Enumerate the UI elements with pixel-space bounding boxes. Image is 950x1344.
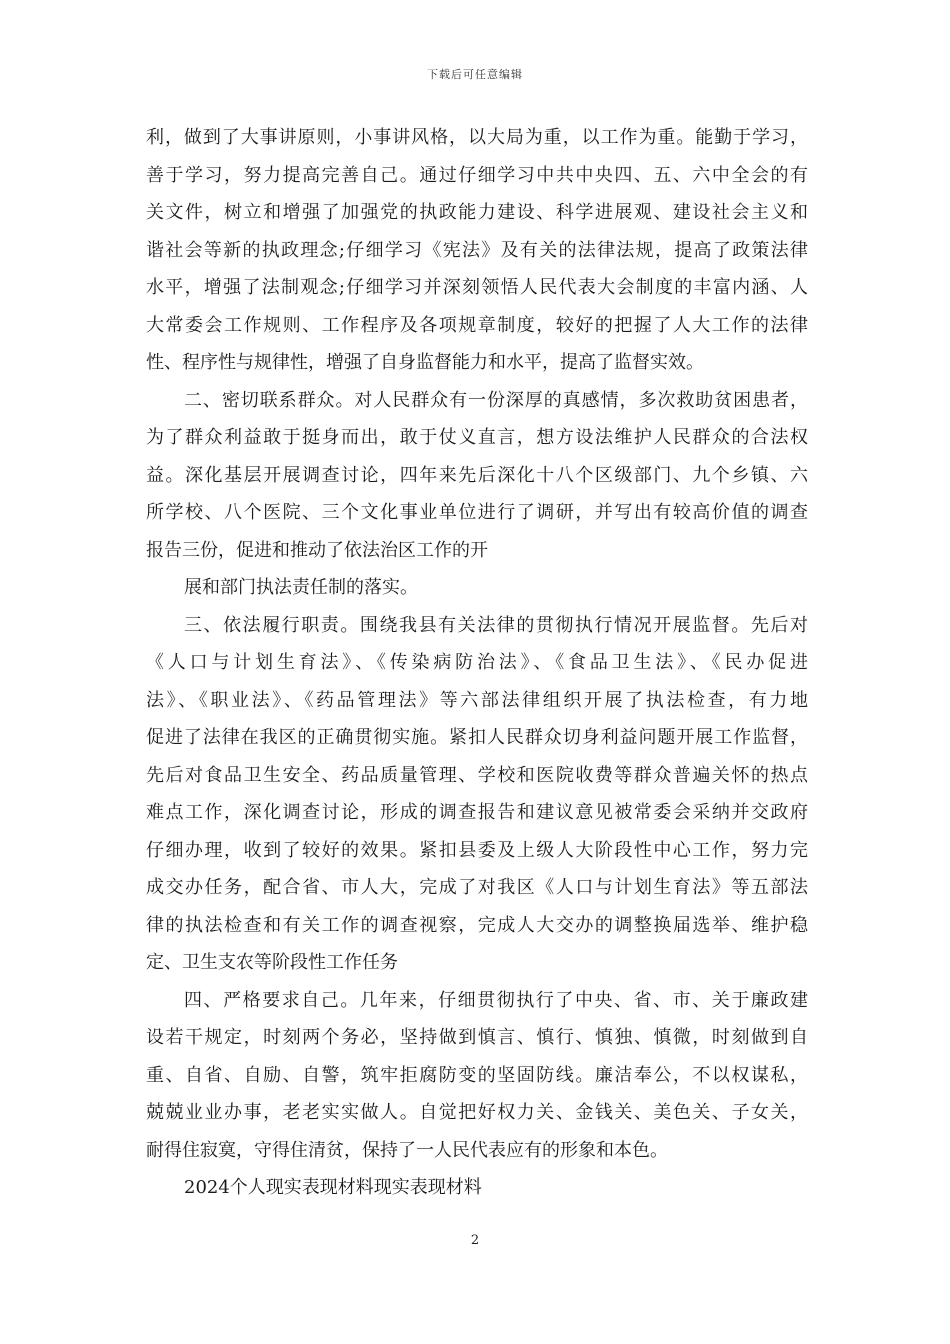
text-line: 难点工作，深化调查讨论，形成的调查报告和建议意见被常委会采纳并交政府	[146, 802, 808, 823]
text-line: 三、依法履行职责。围绕我县有关法律的贯彻执行情况开展监督。先后对	[184, 614, 808, 636]
text-line: 四、严格要求自己。几年来，仔细贯彻执行了中央、省、市、关于廉政建	[184, 989, 808, 1011]
text-line: 法》、《职业法》、《药品管理法》等六部法律组织开展了执法检查，有力地	[146, 689, 808, 711]
text-line: 利，做到了大事讲原则，小事讲风格，以大局为重，以工作为重。能勤于学习，	[146, 127, 808, 148]
text-line: 促进了法律在我区的正确贯彻实施。紧扣人民群众切身利益问题开展工作监督，	[146, 727, 808, 748]
text-line: 展和部门执法责任制的落实。	[184, 577, 418, 598]
text-line: 先后对食品卫生安全、药品质量管理、学校和医院收费等群众普遍关怀的热点	[146, 764, 808, 786]
text-line: 定、卫生支农等阶段性工作任务	[146, 952, 398, 973]
text-line: 《人口与计划生育法》、《传染病防治法》、《食品卫生法》、《民办促进	[146, 652, 808, 673]
text-line: 关文件，树立和增强了加强党的执政能力建设、科学进展观、建设社会主义和	[146, 202, 808, 223]
text-line: 律的执法检查和有关工作的调查视察，完成人大交办的调整换届选举、维护稳	[146, 914, 808, 936]
text-line: 所学校、八个医院、三个文化事业单位进行了调研，并写出有较高价值的调查	[146, 502, 808, 523]
text-line: 水平，增强了法制观念;仔细学习并深刻领悟人民代表大会制度的丰富内涵、人	[146, 277, 808, 298]
text-line: 大常委会工作规则、工作程序及各项规章制度，较好的把握了人大工作的法律	[146, 314, 808, 336]
text-line: 2024个人现实表现材料现实表现材料	[184, 1177, 482, 1198]
text-line: 成交办任务，配合省、市人大，完成了对我区《人口与计划生育法》等五部法	[146, 877, 808, 898]
text-line: 益。深化基层开展调查讨论，四年来先后深化十八个区级部门、九个乡镇、六	[146, 464, 808, 486]
document-body	[146, 119, 808, 1207]
text-line: 耐得住寂寞，守得住清贫，保持了一人民代表应有的形象和本色。	[146, 1139, 668, 1161]
text-line: 性、程序性与规律性，增强了自身监督能力和水平，提高了监督实效。	[146, 352, 704, 373]
text-line: 仔细办理，收到了较好的效果。紧扣县委及上级人大阶段性中心工作，努力完	[146, 839, 808, 861]
text-line: 兢兢业业办事，老老实实做人。自觉把好权力关、金钱关、美色关、子女关，	[146, 1102, 808, 1123]
text-line: 为了群众利益敢于挺身而出，敢于仗义直言，想方设法维护人民群众的合法权	[146, 427, 808, 448]
text-line: 善于学习，努力提高完善自己。通过仔细学习中共中央四、五、六中全会的有	[146, 164, 808, 186]
text-line: 谐社会等新的执政理念;仔细学习《宪法》及有关的法律法规，提高了政策法律	[146, 239, 808, 261]
text-line: 设若干规定，时刻两个务必，坚持做到慎言、慎行、慎独、慎微，时刻做到自	[146, 1027, 808, 1048]
page-header: 下载后可任意编辑	[427, 68, 523, 81]
text-line: 报告三份，促进和推动了依法治区工作的开	[146, 539, 488, 561]
page-number: 2	[470, 1233, 480, 1248]
text-line: 二、密切联系群众。对人民群众有一份深厚的真感情，多次救助贫困患者，	[184, 389, 808, 411]
text-line: 重、自省、自励、自警，筑牢拒腐防变的坚固防线。廉洁奉公，不以权谋私，	[146, 1064, 808, 1086]
